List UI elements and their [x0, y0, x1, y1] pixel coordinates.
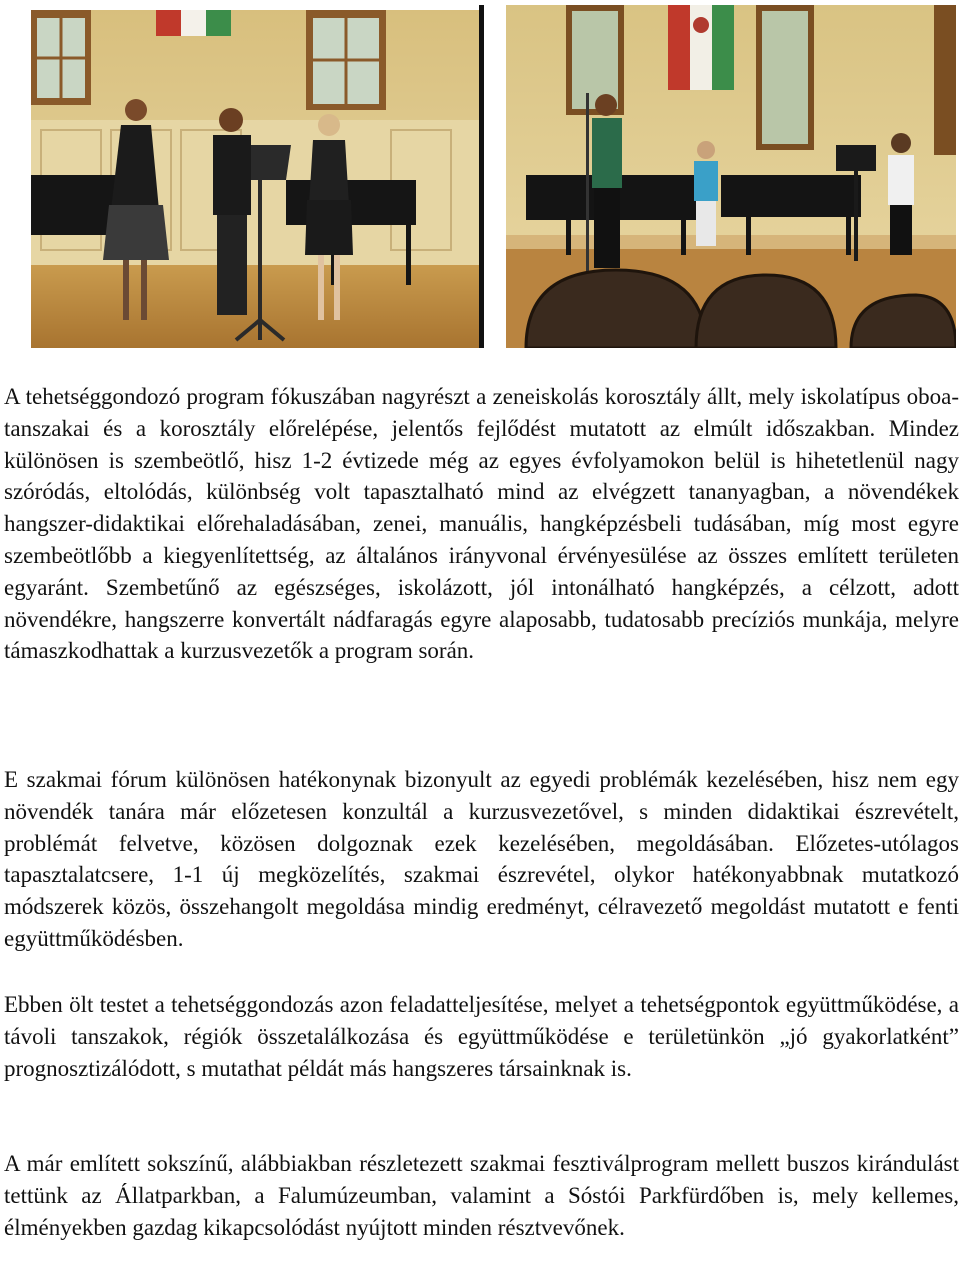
wind-trio-concert-photo: [31, 10, 479, 348]
paragraph-talent-program: [4, 381, 959, 667]
paragraph-text: E szakmai fórum különösen hatékonynak bizonyult az egyedi problémák kezelésében, hisz nem egy növendék tanára már előzetesen konzultál a kurzusvezetővel, s minden didaktikai észrevételt, problémát felvetve, közösen dolgoznak ezek kezelésében, megoldásában. Előzetes-utólagos tapasztalatcsere, 1-1 új megközelítés, szakmai észrevétel, olykor hatékonyabbnak mutatkozó módszerek közös, összehangolt megoldása mindig eredményt, célravezető megoldást mutatott e fenti együttműködésben.: [4, 767, 959, 951]
stage-performers-photo: [506, 5, 956, 348]
paragraph-excursion: [4, 1148, 959, 1243]
paragraph-professional-forum: [4, 764, 959, 955]
paragraph-text: A tehetséggondozó program fókuszában nagyrészt a zeneiskolás korosztály állt, mely iskolatípus oboa-tanszakai és a korosztály előrelépése, jelentős fejlődést mutatott az elmúlt időszakban. Mindez különösen is szembeötlő, hisz 1-2 évtizede még az egyes évfolyamokon belül is hihetetlenül nagy szóródás, eltolódás, különbség volt tapasztalható mind az elvégzett tananyagban, a növendékek hangszer-didaktikai előrehaladásában, zenei, manuális, hangképzésbeli tudásában, míg most egyre szembeötlőbb a kiegyenlítettség, az általános irányvonal érvényesülése az összes említett területen egyaránt. Szembetűnő az egészséges, iskolázott, jól intonálható hangképzés, a célzott, adott növendékre, hangszerre konvertált nádfaragás egyre alaposabb, tudatosabb precíziós munkája, melyre támaszkodhattak a kurzusvezetők a program során.: [4, 384, 959, 664]
photo-divider: [479, 5, 484, 348]
paragraph-good-practice: [4, 989, 959, 1084]
paragraph-text: A már említett sokszínű, alábbiakban részletezett szakmai fesztiválprogram mellett buszos kirándulást tettünk az Állatparkban, a Falumúzeumban, valamint a Sóstói Parkfürdőben is, mely kellemes, élményekben gazdag kikapcsolódást nyújtott minden résztvevőnek.: [4, 1151, 959, 1240]
paragraph-text: Ebben ölt testet a tehetséggondozás azon feladatteljesítése, melyet a tehetségpontok együttműködése, a távoli tanszakok, régiók összetalálkozása és együttműködése e területünkön „jó gyakorlatként” prognosztizálódott, s mutathat példát más hangszeres társainknak is.: [4, 992, 959, 1081]
